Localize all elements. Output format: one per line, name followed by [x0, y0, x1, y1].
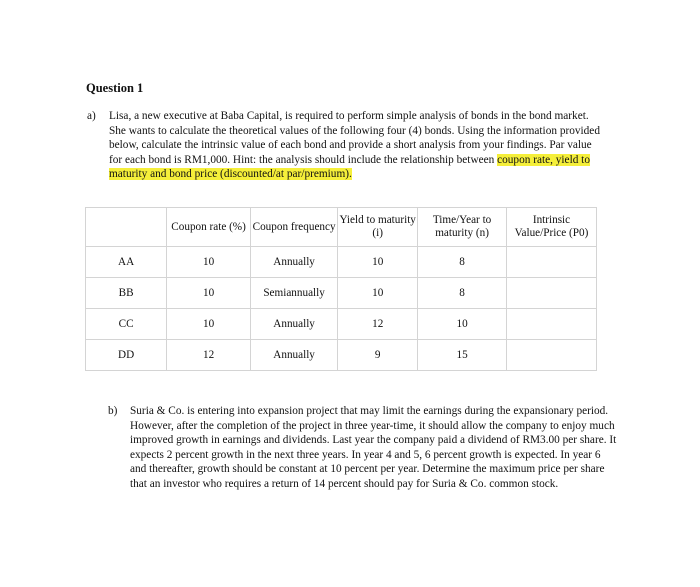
table-row: [86, 309, 597, 340]
table-cell: [507, 247, 597, 278]
table-cell: Annually: [250, 340, 337, 371]
question-title: Question 1: [86, 81, 144, 95]
part-a-text: [109, 109, 607, 182]
table-cell: [507, 309, 597, 340]
table-row: [86, 247, 597, 278]
table-cell: [507, 278, 597, 309]
table-cell: 10: [338, 278, 418, 309]
header-cell: [86, 208, 167, 247]
table-row: [86, 278, 597, 309]
table-header-row: [86, 208, 597, 247]
table-cell: 10: [167, 247, 251, 278]
table-cell: Semiannually: [250, 278, 337, 309]
table-cell: [507, 340, 597, 371]
part-b: [108, 404, 618, 492]
part-a-body: Lisa, a new executive at Baba Capital, is required to perform simple analysis of bonds in the bond market. She wants to calculate the theoretical values of the following four (4) bonds. Using the information provided below, calculate the intrinsic value of each bond and provide a short analysis from your findings. Par value for each bond is RM1,000. Hint: the analysis should include the relationship between: [109, 110, 600, 166]
part-a: [87, 109, 607, 182]
header-cell: Coupon rate (%): [167, 208, 251, 247]
table-cell: 8: [418, 278, 507, 309]
table-cell: 10: [338, 247, 418, 278]
table-cell: 15: [418, 340, 507, 371]
table-cell: BB: [86, 278, 167, 309]
header-cell: Coupon frequency: [250, 208, 337, 247]
bond-table: [85, 207, 597, 371]
table-cell: DD: [86, 340, 167, 371]
part-a-label: a): [87, 110, 96, 122]
table-row: [86, 340, 597, 371]
part-b-label: b): [108, 405, 118, 417]
part-a-highlight: coupon rate, yield to maturity and bond price (discounted/at par/premium).: [109, 153, 590, 181]
table-cell: Annually: [250, 309, 337, 340]
header-cell: Intrinsic Value/Price (P0): [507, 208, 597, 247]
table-cell: AA: [86, 247, 167, 278]
table-cell: 10: [418, 309, 507, 340]
part-b-text: Suria & Co. is entering into expansion project that may limit the earnings during the expansionary period. However, after the completion of the project in three year-time, it should allow the company to enjoy much improved growth in earnings and dividends. Last year the company paid a dividend of RM3.00 per share. It expects 2 percent growth in the next three years. In year 4 and 5, 6 percent growth is expected. In year 6 and thereafter, growth should be constant at 10 percent per year. Determine the maximum price per share that an investor who requires a return of 14 percent should pay for Suria & Co. common stock.: [130, 405, 617, 490]
header-cell: Time/Year to maturity (n): [418, 208, 507, 247]
table-cell: 9: [338, 340, 418, 371]
table-cell: 10: [167, 309, 251, 340]
table-cell: Annually: [250, 247, 337, 278]
header-cell: Yield to maturity (i): [338, 208, 418, 247]
table-cell: CC: [86, 309, 167, 340]
table-cell: 12: [338, 309, 418, 340]
table-cell: 10: [167, 278, 251, 309]
table-cell: 8: [418, 247, 507, 278]
table-cell: 12: [167, 340, 251, 371]
